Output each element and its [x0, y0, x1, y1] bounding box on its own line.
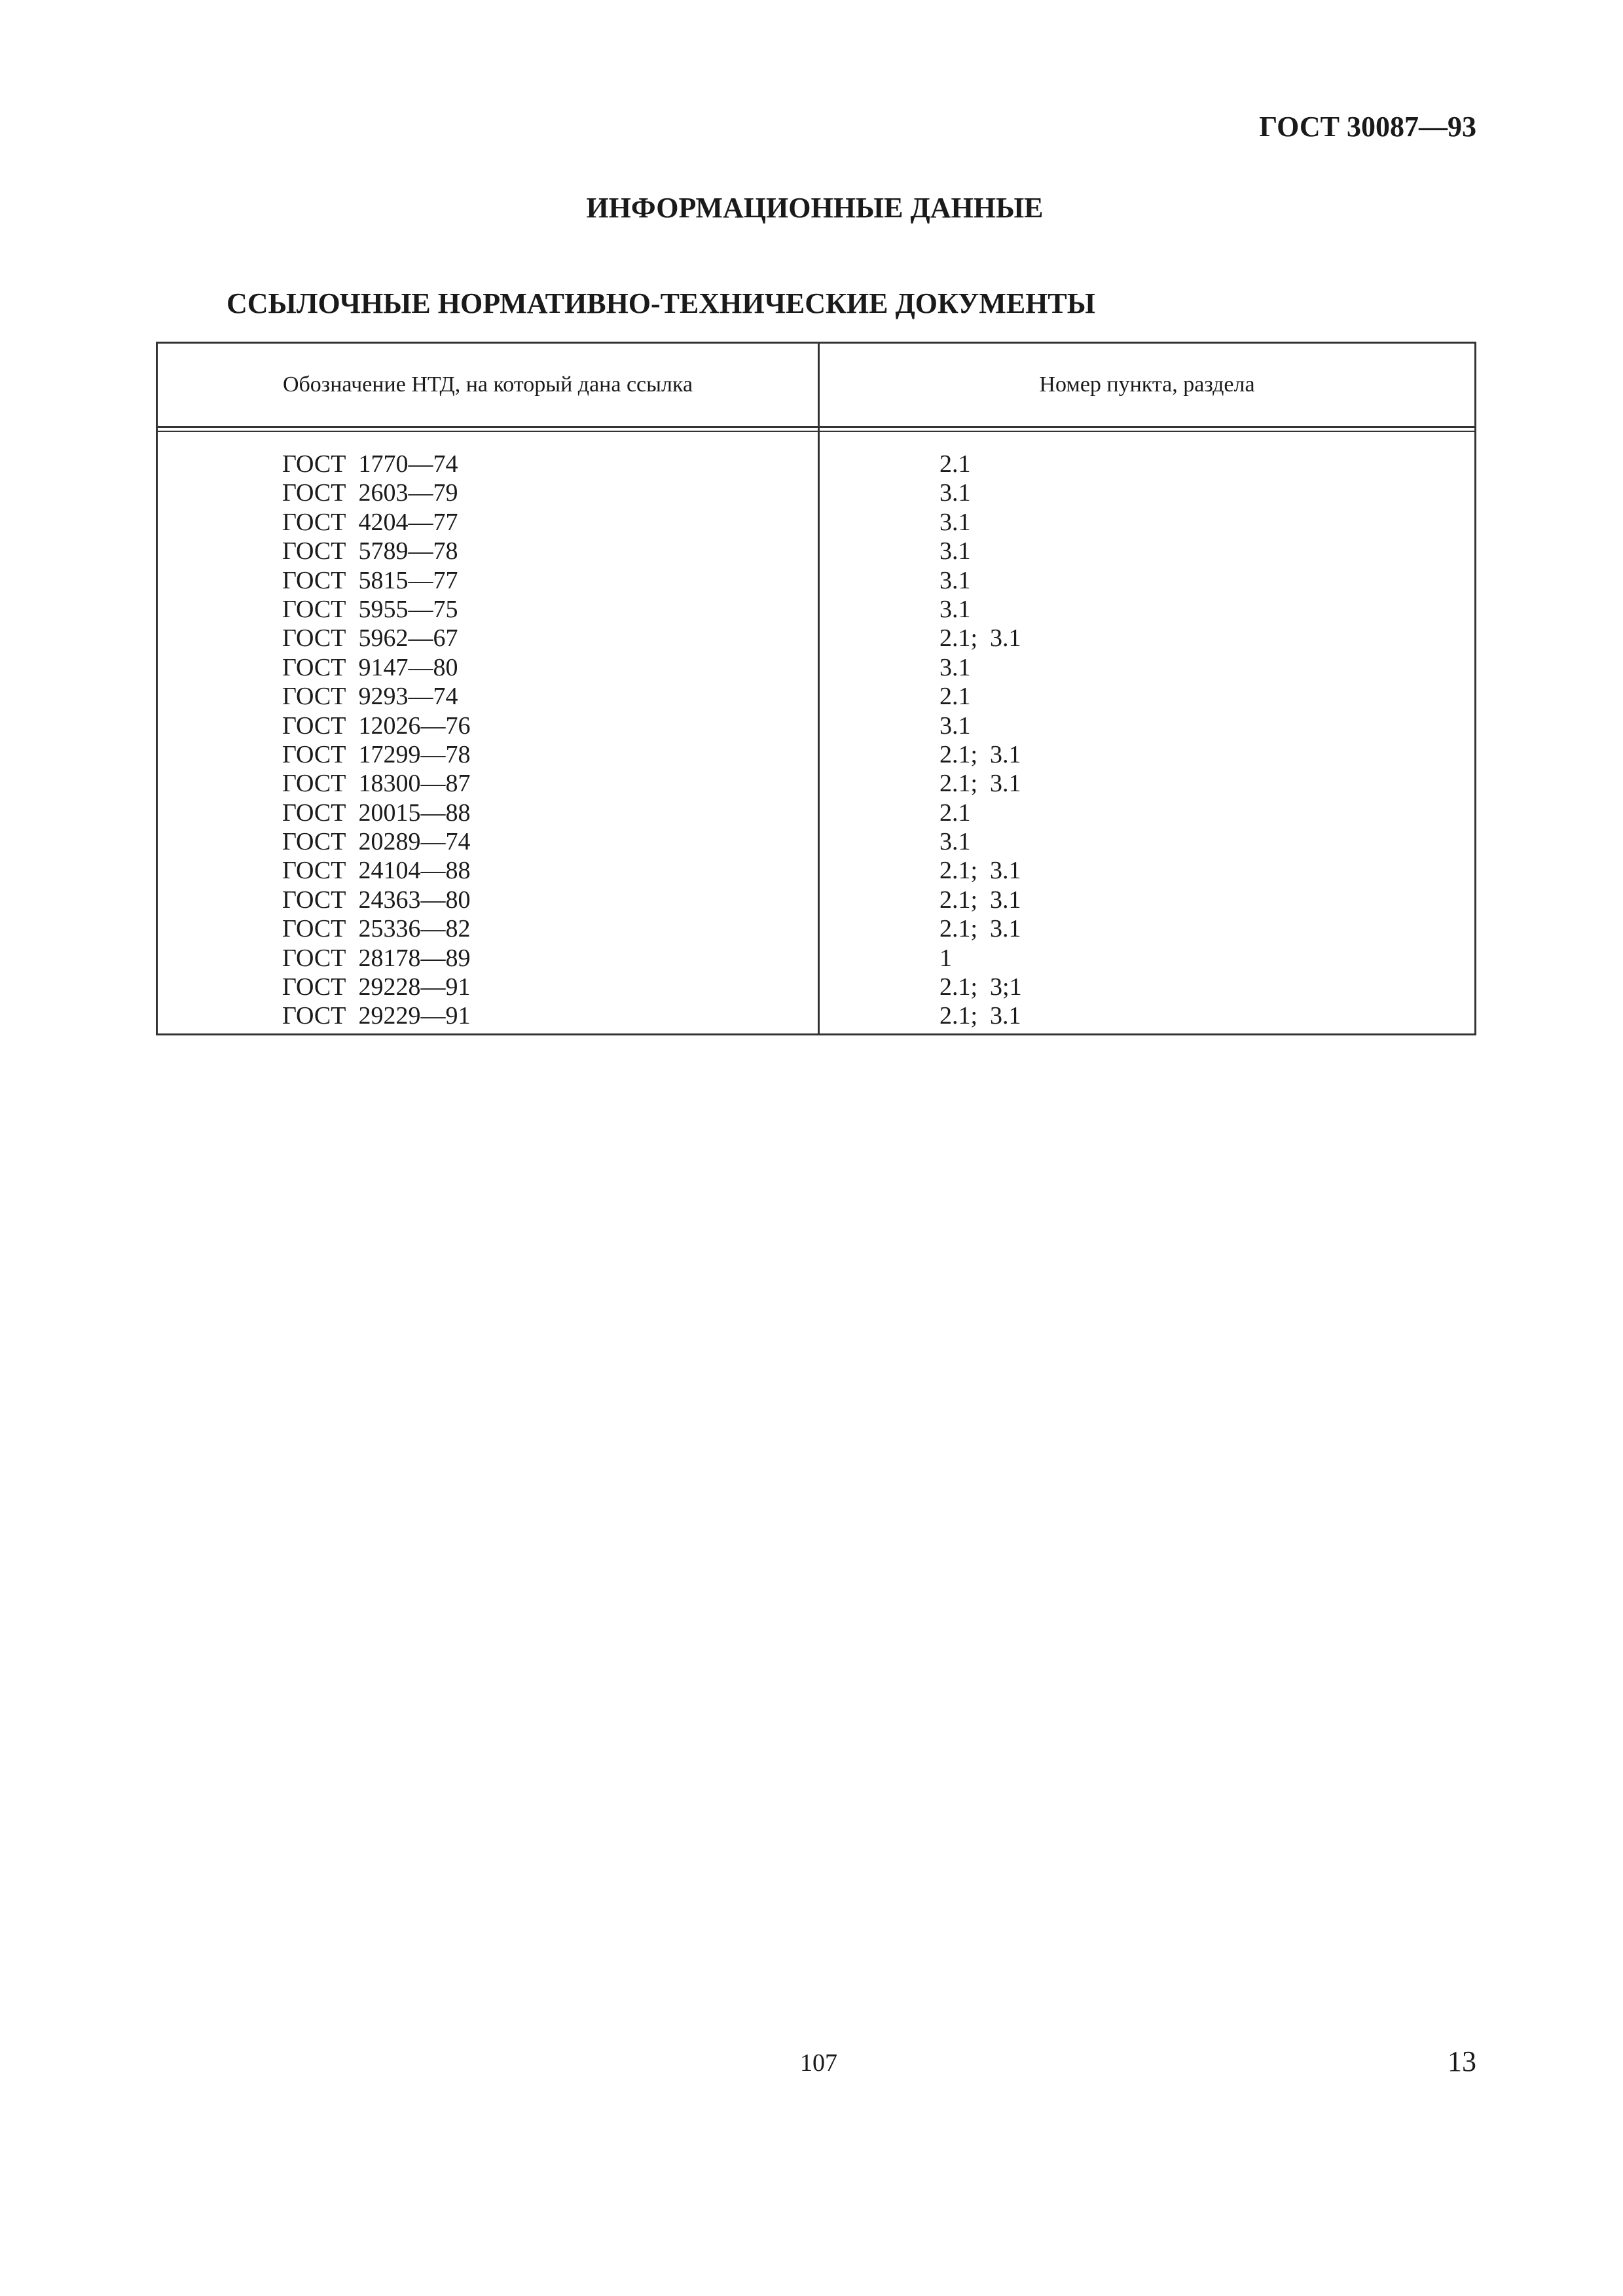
reference-documents-table: [156, 342, 1476, 1035]
table-cell-section: 3.1: [939, 566, 971, 594]
table-cell-document: ГОСТ 18300—87: [282, 770, 471, 798]
subsection-title: ССЫЛОЧНЫЕ НОРМАТИВНО-ТЕХНИЧЕСКИЕ ДОКУМЕНТЫ: [227, 287, 1095, 319]
table-cell-section: 3.1: [939, 479, 971, 507]
table-cell-document: ГОСТ 9293—74: [282, 683, 458, 711]
table-cell-section: 2.1: [939, 798, 971, 827]
column-header-document: Обозначение НТД, на который дана ссылка: [282, 372, 693, 397]
table-cell-section: 3.1: [939, 537, 971, 565]
table-cell-document: ГОСТ 5962—67: [282, 624, 458, 653]
table-cell-document: ГОСТ 29228—91: [282, 973, 471, 1001]
section-title: ИНФОРМАЦИОННЫЕ ДАННЫЕ: [586, 192, 1044, 224]
table-cell-document: ГОСТ 5789—78: [282, 537, 458, 565]
table-cell-section: 3.1: [939, 508, 971, 536]
table-cell-section: 3.1: [939, 653, 971, 681]
column-divider: [818, 344, 820, 1033]
table-cell-document: ГОСТ 12026—76: [282, 711, 471, 740]
table-cell-section: 2.1; 3;1: [939, 973, 1022, 1001]
table-cell-document: ГОСТ 5955—75: [282, 595, 458, 623]
table-cell-section: 2.1; 3.1: [939, 857, 1021, 885]
document-code: ГОСТ 30087—93: [1259, 111, 1476, 143]
table-cell-section: 2.1; 3.1: [939, 740, 1021, 768]
sheet-number: 13: [1448, 2045, 1476, 2077]
table-cell-section: 2.1; 3.1: [939, 770, 1021, 798]
table-cell-document: ГОСТ 1770—74: [282, 450, 458, 478]
table-cell-document: ГОСТ 2603—79: [282, 479, 458, 507]
page-number: 107: [800, 2049, 837, 2077]
table-cell-section: 2.1; 3.1: [939, 886, 1021, 914]
table-cell-document: ГОСТ 20015—88: [282, 798, 471, 827]
table-cell-section: 3.1: [939, 711, 971, 740]
table-cell-section: 2.1: [939, 450, 971, 478]
section-number-column: [939, 450, 1022, 1031]
table-cell-section: 3.1: [939, 828, 971, 856]
table-cell-document: ГОСТ 29229—91: [282, 1002, 471, 1030]
table-cell-document: ГОСТ 24363—80: [282, 886, 471, 914]
table-cell-document: ГОСТ 17299—78: [282, 740, 471, 768]
table-cell-document: ГОСТ 20289—74: [282, 828, 471, 856]
column-header-section: Номер пункта, раздела: [1039, 372, 1255, 397]
table-cell-document: ГОСТ 9147—80: [282, 653, 458, 681]
table-cell-section: 3.1: [939, 595, 971, 623]
table-cell-document: ГОСТ 25336—82: [282, 915, 471, 943]
table-cell-section: 1: [939, 944, 952, 972]
table-header-row: [158, 344, 1474, 428]
table-cell-section: 2.1; 3.1: [939, 1002, 1021, 1030]
table-cell-document: ГОСТ 4204—77: [282, 508, 458, 536]
table-cell-section: 2.1; 3.1: [939, 915, 1021, 943]
table-cell-document: ГОСТ 5815—77: [282, 566, 458, 594]
table-cell-section: 2.1: [939, 683, 971, 711]
table-cell-section: 2.1; 3.1: [939, 624, 1021, 653]
table-cell-document: ГОСТ 24104—88: [282, 857, 471, 885]
table-cell-document: ГОСТ 28178—89: [282, 944, 471, 972]
document-designation-column: [282, 450, 471, 1031]
